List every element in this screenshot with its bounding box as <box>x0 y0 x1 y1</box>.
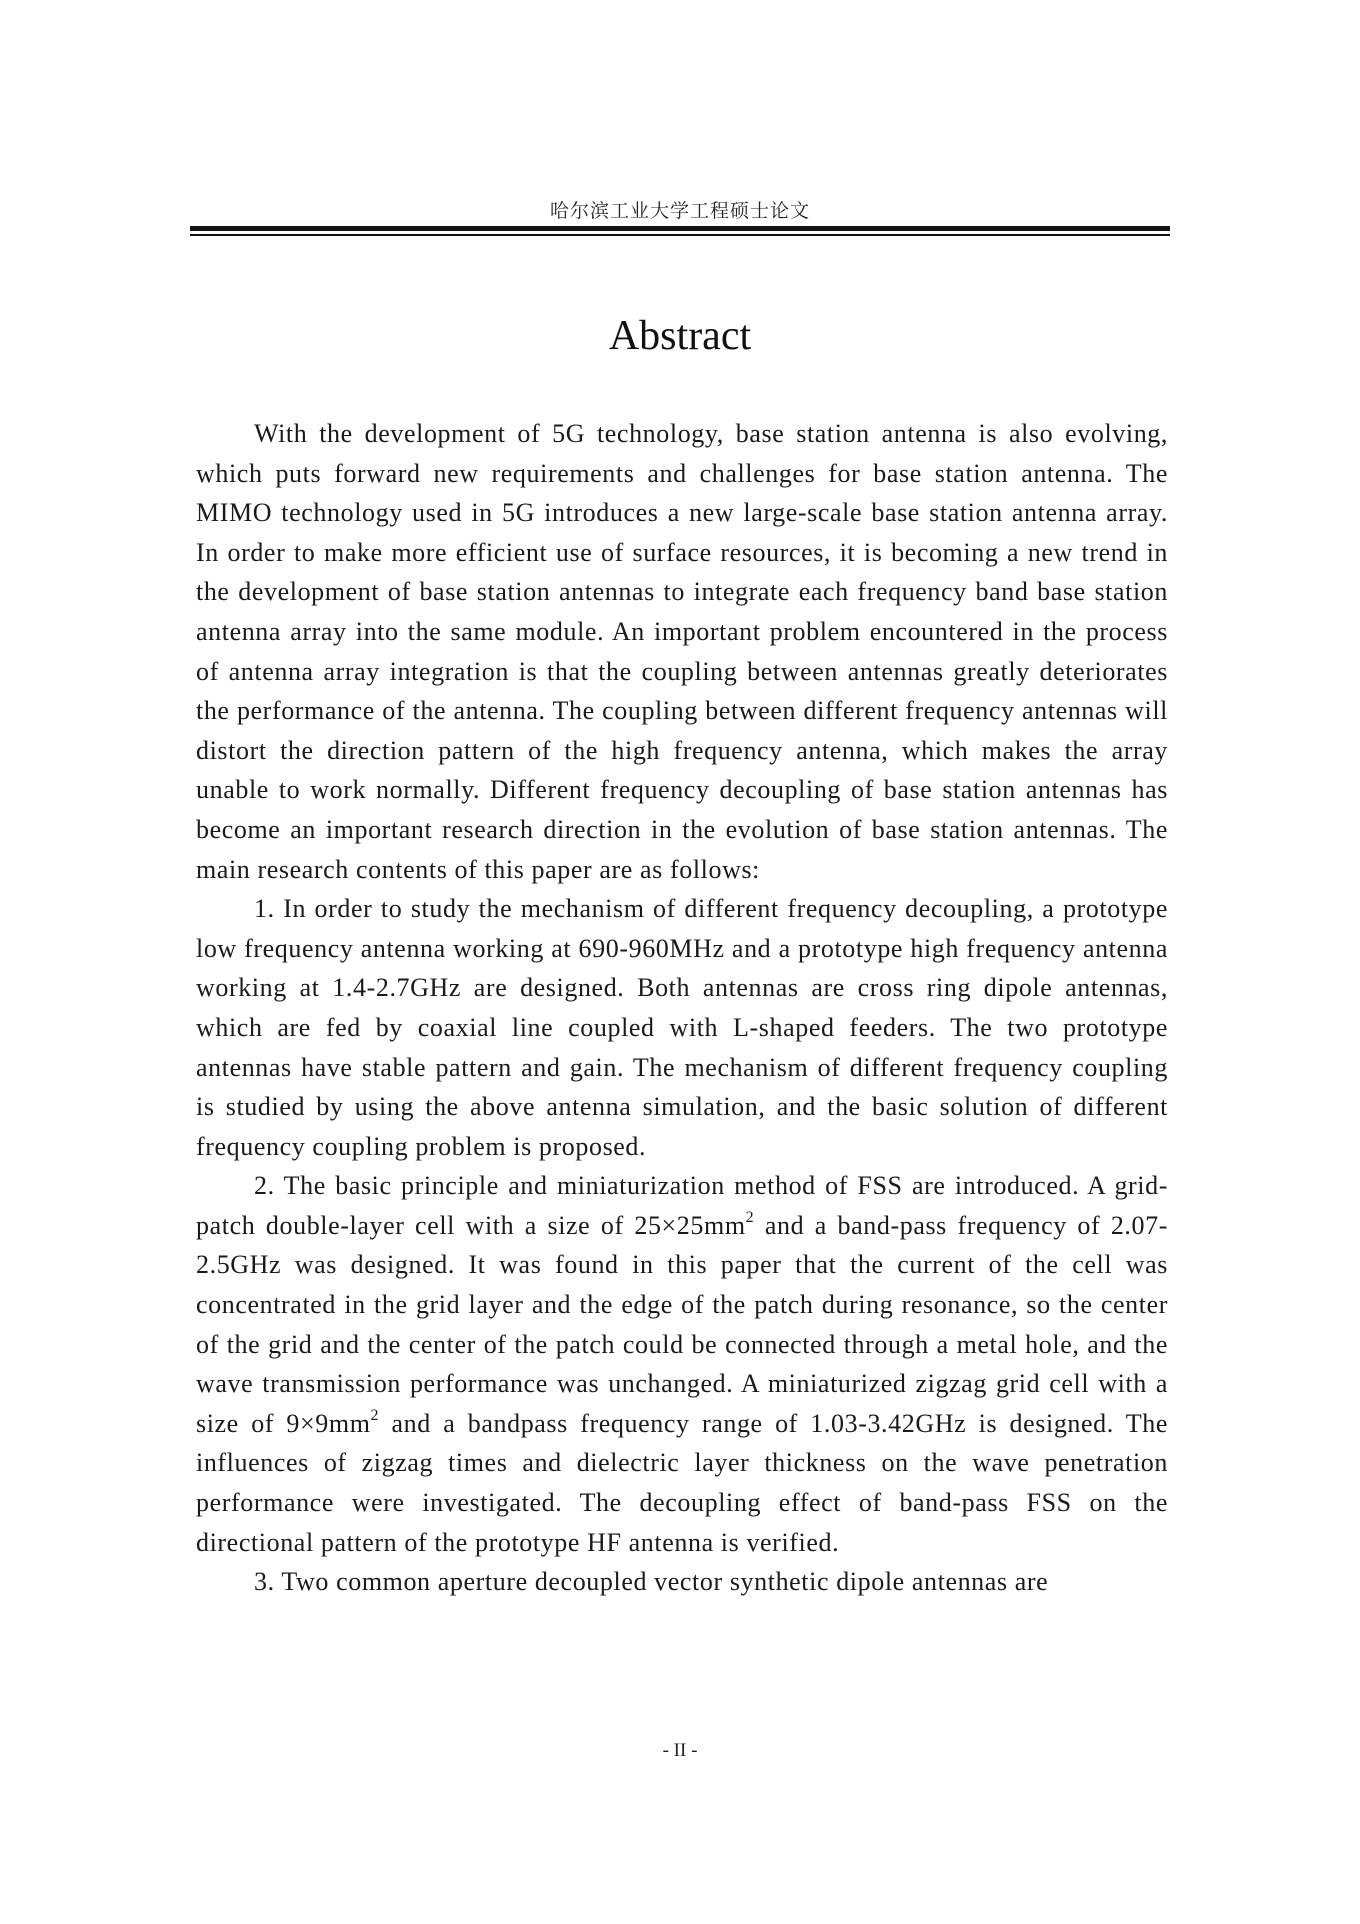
running-header: 哈尔滨工业大学工程硕士论文 <box>549 200 810 222</box>
superscript-squared: 2 <box>745 1208 755 1226</box>
page-number: - II - <box>662 1740 698 1761</box>
section-title: Abstract <box>608 313 752 359</box>
item-2-text-3: and a bandpass frequency range of 1.03-3.42GHz is designed. The influences of zigzag times and dielectric layer thickness on the wave penetration performance were investigated. The decoupling effect of band-pass FSS on the directional pattern of the prototype HF antenna is verified. <box>196 1408 1168 1557</box>
paragraph-item-2 <box>196 1166 1168 1562</box>
item-2-text-2: and a band-pass frequency of 2.07-2.5GHz was designed. It was found in this paper that the current of the cell was concentrated in the grid layer and the edge of the patch during resonance, so the center of the grid and the center of the patch could be connected through a metal hole, and the wave transmission performance was unchanged. A miniaturized zigzag grid cell with a size of 9×9mm <box>196 1210 1168 1438</box>
header-rule-thick <box>190 226 1170 231</box>
superscript-squared: 2 <box>370 1406 380 1424</box>
paragraph-item-3: 3. Two common aperture decoupled vector synthetic dipole antennas are <box>254 1567 1049 1597</box>
item-2-text-1: 2. The basic principle and miniaturization method of FSS are introduced. A grid-patch double-layer cell with a size of 25×25mm <box>196 1171 1168 1240</box>
paragraph-item-1: 1. In order to study the mechanism of different frequency decoupling, a prototype low frequency antenna working at 690-960MHz and a prototype high frequency antenna working at 1.4-2.7GHz are designed. Both antennas are cross ring dipole antennas, which are fed by coaxial line coupled with L-shaped feeders. The two prototype antennas have stable pattern and gain. The mechanism of different frequency coupling is studied by using the above antenna simulation, and the basic solution of different frequency coupling problem is proposed. <box>196 894 1168 1161</box>
paragraph-intro: With the development of 5G technology, base station antenna is also evolving, which puts forward new requirements and challenges for base station antenna. The MIMO technology used in 5G introduces a new large-scale base station antenna array. In order to make more efficient use of surface resources, it is becoming a new trend in the development of base station antennas to integrate each frequency band base station antenna array into the same module. An important problem encountered in the process of antenna array integration is that the coupling between antennas greatly deteriorates the performance of the antenna. The coupling between different frequency antennas will distort the direction pattern of the high frequency antenna, which makes the array unable to work normally. Different frequency decoupling of base station antennas has become an important research direction in the evolution of base station antennas. The main research contents of this paper are as follows: <box>196 419 1168 884</box>
abstract-body <box>196 414 1168 1602</box>
header-rule-thin <box>190 234 1170 236</box>
